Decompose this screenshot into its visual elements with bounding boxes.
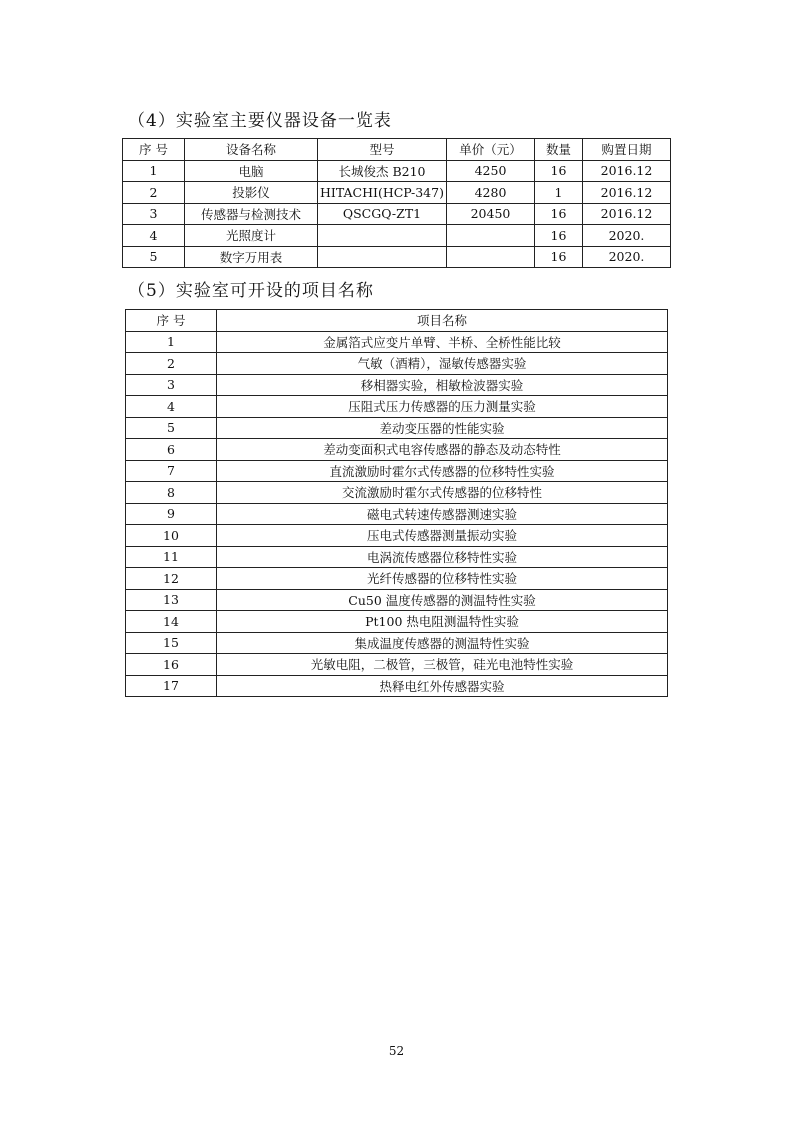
cell-model: 长城俊杰 B210 [318,160,447,182]
table-row [126,611,668,633]
cell-no: 14 [126,611,217,633]
cell-no: 10 [126,525,217,547]
cell-device-name: 传感器与检测技术 [185,203,318,225]
equipment-section-heading: （4）实验室主要仪器设备一览表 [128,111,392,131]
cell-no: 8 [126,482,217,504]
cell-no: 1 [123,160,185,182]
table-row [126,396,668,418]
cell-no: 9 [126,503,217,525]
cell-no: 5 [123,246,185,268]
table-row [123,182,671,204]
experiment-table [125,309,668,697]
cell-project-name: 交流激励时霍尔式传感器的位移特性 [217,482,668,504]
table-row [126,675,668,697]
table-row [123,246,671,268]
cell-project-name: 移相器实验，相敏检波器实验 [217,374,668,396]
cell-no: 16 [126,654,217,676]
cell-unit-price: 4250 [447,160,535,182]
cell-device-name: 数字万用表 [185,246,318,268]
cell-no: 6 [126,439,217,461]
table-row [126,546,668,568]
header-project-name: 项目名称 [217,310,668,332]
table-row [126,632,668,654]
table-row [126,482,668,504]
cell-device-name: 电脑 [185,160,318,182]
cell-project-name: 气敏（酒精），湿敏传感器实验 [217,353,668,375]
cell-device-name: 光照度计 [185,225,318,247]
table-row [123,160,671,182]
cell-project-name: 电涡流传感器位移特性实验 [217,546,668,568]
cell-no: 5 [126,417,217,439]
cell-quantity: 16 [535,225,583,247]
cell-project-name: 压电式传感器测量振动实验 [217,525,668,547]
table-row [126,439,668,461]
cell-project-name: 金属箔式应变片单臂、半桥、全桥性能比较 [217,331,668,353]
header-no: 序 号 [123,139,185,161]
cell-no: 4 [123,225,185,247]
experiment-section-heading: （5）实验室可开设的项目名称 [128,281,374,301]
header-device-name: 设备名称 [185,139,318,161]
header-model: 型号 [318,139,447,161]
cell-no: 2 [123,182,185,204]
cell-unit-price [447,225,535,247]
cell-project-name: 热释电红外传感器实验 [217,675,668,697]
cell-no: 4 [126,396,217,418]
table-row [126,654,668,676]
cell-project-name: 光敏电阻，二极管，三极管，硅光电池特性实验 [217,654,668,676]
cell-no: 2 [126,353,217,375]
cell-purchase-date: 2016.12 [583,203,671,225]
table-row [126,589,668,611]
cell-no: 12 [126,568,217,590]
cell-model: HITACHI(HCP-347) [318,182,447,204]
cell-model [318,225,447,247]
cell-quantity: 1 [535,182,583,204]
cell-no: 13 [126,589,217,611]
cell-purchase-date: 2016.12 [583,182,671,204]
cell-project-name: 直流激励时霍尔式传感器的位移特性实验 [217,460,668,482]
cell-quantity: 16 [535,203,583,225]
cell-model [318,246,447,268]
cell-project-name: Cu50 温度传感器的测温特性实验 [217,589,668,611]
header-quantity: 数量 [535,139,583,161]
cell-project-name: 光纤传感器的位移特性实验 [217,568,668,590]
table-row [126,353,668,375]
cell-unit-price [447,246,535,268]
cell-quantity: 16 [535,246,583,268]
equipment-table [122,138,671,268]
cell-project-name: 差动变面积式电容传感器的静态及动态特性 [217,439,668,461]
cell-no: 17 [126,675,217,697]
table-row [126,568,668,590]
cell-project-name: 集成温度传感器的测温特性实验 [217,632,668,654]
cell-purchase-date: 2020. [583,246,671,268]
table-row [126,374,668,396]
cell-purchase-date: 2016.12 [583,160,671,182]
cell-project-name: 差动变压器的性能实验 [217,417,668,439]
table-row [126,525,668,547]
header-purchase-date: 购置日期 [583,139,671,161]
cell-no: 1 [126,331,217,353]
cell-project-name: 压阻式压力传感器的压力测量实验 [217,396,668,418]
experiment-table-header-row [126,310,668,332]
cell-no: 7 [126,460,217,482]
cell-project-name: 磁电式转速传感器测速实验 [217,503,668,525]
cell-unit-price: 4280 [447,182,535,204]
table-row [123,225,671,247]
table-row [126,460,668,482]
cell-no: 3 [123,203,185,225]
cell-no: 15 [126,632,217,654]
cell-device-name: 投影仪 [185,182,318,204]
header-unit-price: 单价（元） [447,139,535,161]
table-row [126,331,668,353]
header-no: 序 号 [126,310,217,332]
cell-purchase-date: 2020. [583,225,671,247]
table-row [126,503,668,525]
cell-project-name: Pt100 热电阻测温特性实验 [217,611,668,633]
cell-no: 11 [126,546,217,568]
page-number: 52 [388,1044,405,1058]
cell-model: QSCGQ-ZT1 [318,203,447,225]
cell-quantity: 16 [535,160,583,182]
table-row [126,417,668,439]
equipment-table-header-row [123,139,671,161]
cell-no: 3 [126,374,217,396]
cell-unit-price: 20450 [447,203,535,225]
table-row [123,203,671,225]
